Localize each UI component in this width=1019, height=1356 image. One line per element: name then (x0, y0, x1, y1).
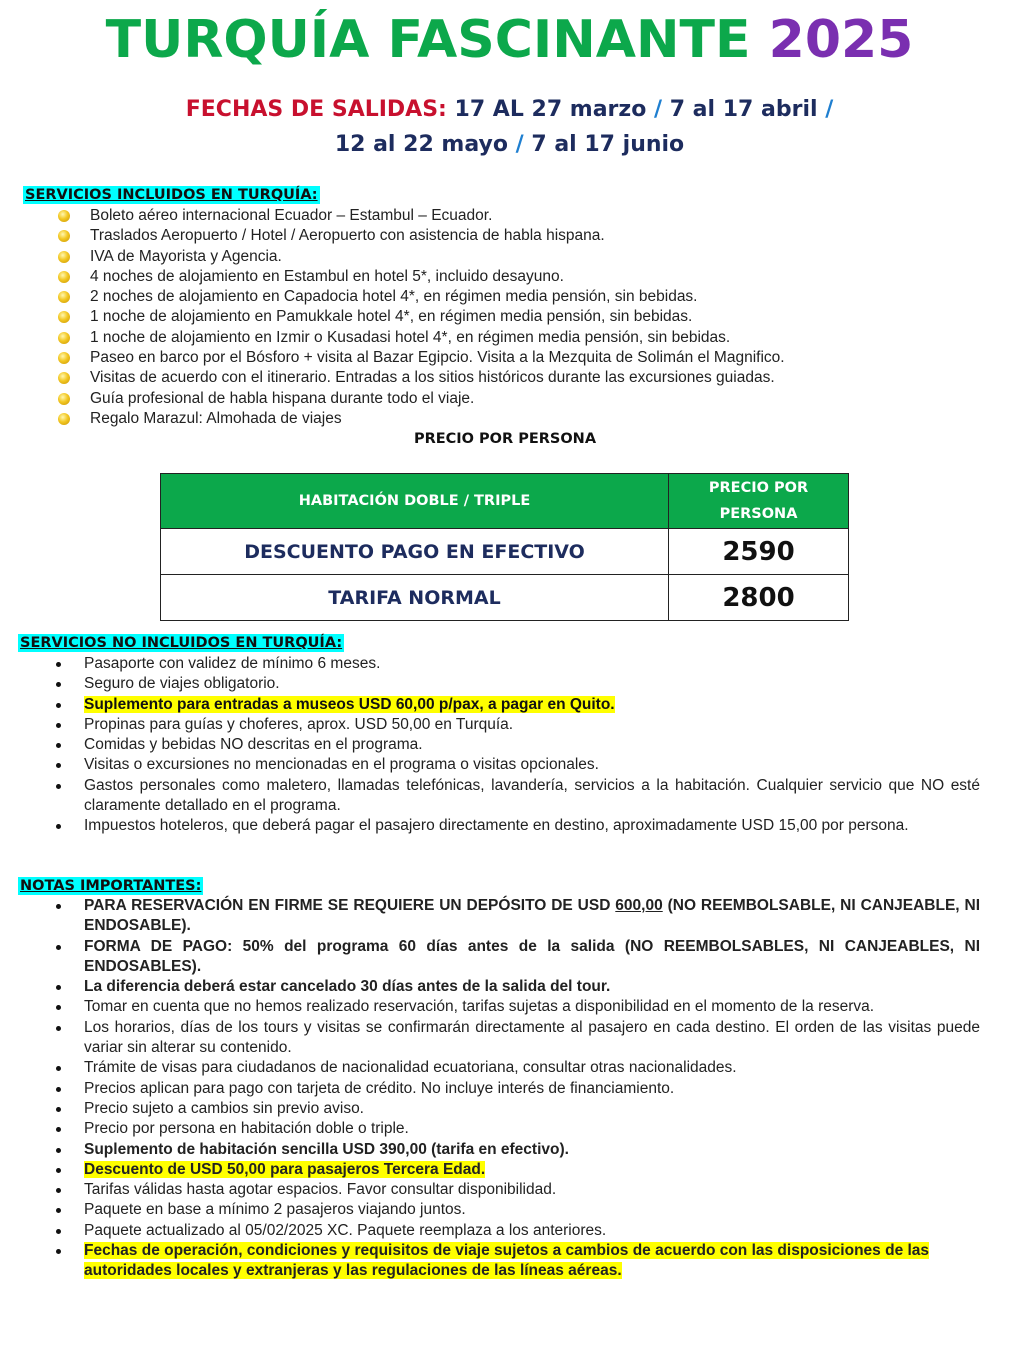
bullet-icon (56, 703, 61, 708)
list-item: PARA RESERVACIÓN EN FIRME SE REQUIERE UN DEPÓSITO DE USD 600,00 (NO REEMBOLSABLE, NI CANJEABLE, NI ENDOSABLE). (18, 896, 980, 937)
page-title (0, 4, 1019, 76)
list-item: Boleto aéreo internacional Ecuador – Estambul – Ecuador. (58, 206, 958, 226)
bullet-icon (56, 763, 61, 768)
column-header-price-line1: PRECIO POR (708, 480, 809, 496)
bullet-icon (58, 372, 70, 384)
list-item: Trámite de visas para ciudadanos de nacionalidad ecuatoriana, consultar otras nacionalidades. (18, 1058, 980, 1078)
price-table (160, 473, 849, 621)
list-item: 4 noches de alojamiento en Estambul en hotel 5*, incluido desayuno. (58, 267, 958, 287)
bullet-icon (56, 662, 61, 667)
column-header-price (669, 474, 849, 529)
bullet-icon (58, 352, 70, 364)
date-separator: / (515, 132, 524, 157)
bullet-icon (56, 1208, 61, 1213)
list-item: Impuestos hoteleros, que deberá pagar el pasajero directamente en destino, aproximadamente USD 15,00 por persona. (18, 816, 980, 836)
bullet-icon (56, 1087, 61, 1092)
bullet-icon (58, 251, 70, 263)
bullet-icon (58, 230, 70, 242)
bullet-icon (56, 1168, 61, 1173)
notes-list (18, 896, 980, 1282)
rate-label: TARIFA NORMAL (161, 575, 669, 621)
list-item: Gastos personales como maletero, llamadas telefónicas, lavandería, servicios a la habitación. Cualquier servicio que NO esté claramente detallado en el programa. (18, 776, 980, 817)
bullet-icon (58, 271, 70, 283)
not-included-heading: SERVICIOS NO INCLUIDOS EN TURQUÍA: (20, 635, 343, 651)
departure-dates (0, 92, 1019, 162)
title-year: 2025 (768, 10, 914, 70)
rate-label: DESCUENTO PAGO EN EFECTIVO (161, 529, 669, 575)
bullet-icon (56, 1066, 61, 1071)
list-item: Precio por persona en habitación doble o triple. (18, 1119, 980, 1139)
list-item: 1 noche de alojamiento en Pamukkale hotel 4*, en régimen media pensión, sin bebidas. (58, 307, 958, 327)
list-item: Seguro de viajes obligatorio. (18, 674, 980, 694)
list-item: Guía profesional de habla hispana durante todo el viaje. (58, 389, 958, 409)
list-item: Paquete en base a mínimo 2 pasajeros viajando juntos. (18, 1200, 980, 1220)
date-4: 7 al 17 junio (531, 132, 685, 157)
dates-label: FECHAS DE SALIDAS: (185, 97, 447, 122)
date-1: 17 AL 27 marzo (454, 97, 647, 122)
price-heading: PRECIO POR PERSONA (413, 431, 597, 447)
list-item: Visitas o excursiones no mencionadas en el programa o visitas opcionales. (18, 755, 980, 775)
date-separator: / (654, 97, 663, 122)
bullet-icon (56, 824, 61, 829)
notes-heading: NOTAS IMPORTANTES: (20, 878, 202, 894)
list-item: Los horarios, días de los tours y visitas se confirmarán directamente al pasajero en cada destino. El orden de las visitas puede variar sin alterar su contenido. (18, 1018, 980, 1059)
included-list (58, 206, 958, 429)
list-item: Traslados Aeropuerto / Hotel / Aeropuerto con asistencia de habla hispana. (58, 226, 958, 246)
bullet-icon (56, 1249, 61, 1254)
bullet-icon (56, 1188, 61, 1193)
bullet-icon (56, 904, 61, 909)
list-item: Tomar en cuenta que no hemos realizado reservación, tarifas sujetas a disponibilidad en el momento de la reserva. (18, 997, 980, 1017)
list-item: Propinas para guías y choferes, aprox. USD 50,00 en Turquía. (18, 715, 980, 735)
list-item: Comidas y bebidas NO descritas en el programa. (18, 735, 980, 755)
list-item: Tarifas válidas hasta agotar espacios. Favor consultar disponibilidad. (18, 1180, 980, 1200)
list-item: 2 noches de alojamiento en Capadocia hotel 4*, en régimen media pensión, sin bebidas. (58, 287, 958, 307)
rate-price: 2800 (669, 575, 849, 621)
list-item: Pasaporte con validez de mínimo 6 meses. (18, 654, 980, 674)
table-row (161, 529, 849, 575)
date-2: 7 al 17 abril (669, 97, 818, 122)
date-3: 12 al 22 mayo (334, 132, 508, 157)
deposit-amount: 600,00 (615, 897, 663, 914)
date-separator: / (825, 97, 834, 122)
bullet-icon (58, 210, 70, 222)
rate-price: 2590 (669, 529, 849, 575)
bullet-icon (56, 1005, 61, 1010)
bullet-icon (58, 332, 70, 344)
bullet-icon (56, 784, 61, 789)
list-item: Suplemento para entradas a museos USD 60,00 p/pax, a pagar en Quito. (18, 695, 980, 715)
list-item: 1 noche de alojamiento en Izmir o Kusadasi hotel 4*, en régimen media pensión, sin bebidas. (58, 328, 958, 348)
list-item: Paquete actualizado al 05/02/2025 XC. Paquete reemplaza a los anteriores. (18, 1221, 980, 1241)
bullet-icon (58, 311, 70, 323)
column-header-room: HABITACIÓN DOBLE / TRIPLE (161, 474, 669, 529)
list-item: Visitas de acuerdo con el itinerario. Entradas a los sitios históricos durante las excursiones guiadas. (58, 368, 958, 388)
list-item: FORMA DE PAGO: 50% del programa 60 días antes de la salida (NO REEMBOLSABLES, NI CANJEABLES, NI ENDOSABLES). (18, 937, 980, 978)
list-item: Fechas de operación, condiciones y requisitos de viaje sujetos a cambios de acuerdo con las disposiciones de las autoridades locales y extranjeras y las regulaciones de las líneas aéreas. (18, 1241, 980, 1282)
list-item: Suplemento de habitación sencilla USD 390,00 (tarifa en efectivo). (18, 1140, 980, 1160)
list-item: La diferencia deberá estar cancelado 30 días antes de la salida del tour. (18, 977, 980, 997)
list-item: Precios aplican para pago con tarjeta de crédito. No incluye interés de financiamiento. (18, 1079, 980, 1099)
bullet-icon (56, 945, 61, 950)
column-header-price-line2: PERSONA (719, 506, 798, 522)
list-item: IVA de Mayorista y Agencia. (58, 247, 958, 267)
bullet-icon (56, 682, 61, 687)
list-item: Precio sujeto a cambios sin previo aviso. (18, 1099, 980, 1119)
title-main: TURQUÍA FASCINANTE (105, 10, 751, 70)
list-item: Paseo en barco por el Bósforo + visita al Bazar Egipcio. Visita a la Mezquita de Solimán el Magnifico. (58, 348, 958, 368)
bullet-icon (56, 985, 61, 990)
bullet-icon (58, 413, 70, 425)
table-header-row (161, 474, 849, 529)
bullet-icon (56, 1127, 61, 1132)
bullet-icon (58, 393, 70, 405)
not-included-list (18, 654, 980, 837)
bullet-icon (56, 723, 61, 728)
table-row (161, 575, 849, 621)
bullet-icon (56, 1229, 61, 1234)
bullet-icon (56, 1107, 61, 1112)
list-item: Descuento de USD 50,00 para pasajeros Tercera Edad. (18, 1160, 980, 1180)
bullet-icon (56, 1026, 61, 1031)
bullet-icon (56, 743, 61, 748)
bullet-icon (58, 291, 70, 303)
list-item: Regalo Marazul: Almohada de viajes (58, 409, 958, 429)
included-heading: SERVICIOS INCLUIDOS EN TURQUÍA: (25, 187, 318, 203)
bullet-icon (56, 1148, 61, 1153)
